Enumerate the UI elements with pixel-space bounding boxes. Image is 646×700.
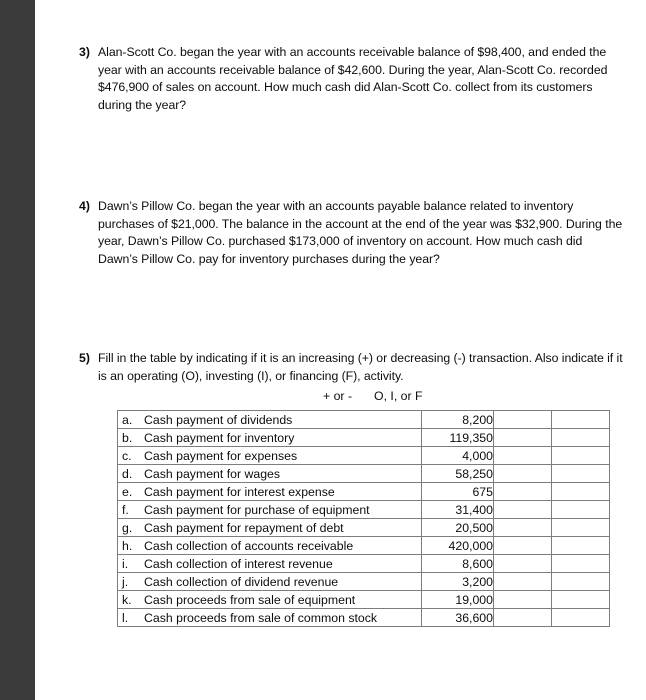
- table-cell-amount: 4,000: [422, 447, 494, 465]
- row-description: Cash collection of dividend revenue: [144, 574, 339, 589]
- table-row: [118, 591, 610, 609]
- table-cell-description: [118, 447, 422, 465]
- table-cell-amount: 675: [422, 483, 494, 501]
- table-cell-category-blank[interactable]: [552, 429, 610, 447]
- table-cell-amount: 8,200: [422, 411, 494, 429]
- row-description: Cash collection of accounts receivable: [144, 538, 354, 553]
- table-cell-amount: 36,600: [422, 609, 494, 627]
- table-cell-category-blank[interactable]: [552, 573, 610, 591]
- table-cell-amount: 3,200: [422, 573, 494, 591]
- table-row: [118, 429, 610, 447]
- question-3: [79, 44, 624, 114]
- table-cell-category-blank[interactable]: [552, 483, 610, 501]
- table-cell-category-blank[interactable]: [552, 519, 610, 537]
- table-row: [118, 447, 610, 465]
- table-cell-amount: 119,350: [422, 429, 494, 447]
- table-cell-amount: 19,000: [422, 591, 494, 609]
- table-cell-category-blank[interactable]: [552, 537, 610, 555]
- question-5-number: 5): [79, 351, 90, 365]
- table-cell-sign-blank[interactable]: [494, 573, 552, 591]
- table-row: [118, 501, 610, 519]
- table-cell-category-blank[interactable]: [552, 609, 610, 627]
- table-cell-description: [118, 591, 422, 609]
- question-3-text: Alan-Scott Co. began the year with an accounts receivable balance of $98,400, and ended the year with an accounts receivable balance of $42,600. During the year, Alan-Scott Co. recorded $476,900 of sales on account. How much cash did Alan-Scott Co. collect from its customers during the year?: [98, 45, 608, 112]
- row-description: Cash payment for interest expense: [144, 484, 335, 499]
- question-4-number: 4): [79, 199, 90, 213]
- transactions-table-body: [118, 411, 610, 627]
- question-4-text: Dawn’s Pillow Co. began the year with an accounts payable balance related to inventory purchases of $21,000. The balance in the account at the end of the year was $32,900. During the year, Dawn’s Pillow Co. purchased $173,000 of inventory on account. How much cash did Dawn’s Pillow Co. pay for inventory purchases during the year?: [98, 199, 623, 266]
- row-letter: c.: [122, 448, 132, 463]
- table-cell-amount: 20,500: [422, 519, 494, 537]
- table-cell-sign-blank[interactable]: [494, 537, 552, 555]
- table-cell-description: [118, 465, 422, 483]
- row-letter: h.: [122, 538, 133, 553]
- table-cell-category-blank[interactable]: [552, 465, 610, 483]
- row-description: Cash collection of interest revenue: [144, 556, 333, 571]
- table-cell-category-blank[interactable]: [552, 501, 610, 519]
- table-cell-amount: 420,000: [422, 537, 494, 555]
- document-content: [35, 0, 646, 700]
- table-cell-sign-blank[interactable]: [494, 429, 552, 447]
- table-cell-sign-blank[interactable]: [494, 501, 552, 519]
- row-description: Cash proceeds from sale of common stock: [144, 610, 378, 625]
- table-cell-sign-blank[interactable]: [494, 447, 552, 465]
- table-cell-description: [118, 429, 422, 447]
- row-description: Cash proceeds from sale of equipment: [144, 592, 356, 607]
- question-5-text: Fill in the table by indicating if it is an increasing (+) or decreasing (-) transaction. Also indicate if it is an operating (O), investing (I), or financing (F), activity.: [98, 351, 623, 383]
- row-description: Cash payment for purchase of equipment: [144, 502, 370, 517]
- table-cell-amount: 8,600: [422, 555, 494, 573]
- row-letter: l.: [122, 610, 129, 625]
- table-cell-sign-blank[interactable]: [494, 555, 552, 573]
- table-row: [118, 519, 610, 537]
- row-letter: g.: [122, 520, 133, 535]
- table-row: [118, 537, 610, 555]
- table-row: [118, 483, 610, 501]
- table-row: [118, 573, 610, 591]
- table-row: [118, 411, 610, 429]
- table-cell-category-blank[interactable]: [552, 411, 610, 429]
- row-description: Cash payment for inventory: [144, 430, 295, 445]
- table-cell-category-blank[interactable]: [552, 555, 610, 573]
- scanned-page-edge-shadow: [0, 0, 35, 700]
- table-cell-description: [118, 483, 422, 501]
- table-cell-category-blank[interactable]: [552, 447, 610, 465]
- table-cell-amount: 31,400: [422, 501, 494, 519]
- table-cell-sign-blank[interactable]: [494, 411, 552, 429]
- row-description: Cash payment of dividends: [144, 412, 293, 427]
- table-cell-description: [118, 411, 422, 429]
- table-cell-amount: 58,250: [422, 465, 494, 483]
- row-letter: k.: [122, 592, 132, 607]
- row-letter: e.: [122, 484, 133, 499]
- table-cell-category-blank[interactable]: [552, 591, 610, 609]
- table-cell-sign-blank[interactable]: [494, 483, 552, 501]
- row-description: Cash payment for expenses: [144, 448, 298, 463]
- table-row: [118, 465, 610, 483]
- table-cell-sign-blank[interactable]: [494, 591, 552, 609]
- question-4: [79, 198, 624, 268]
- table-cell-description: [118, 501, 422, 519]
- row-letter: i.: [122, 556, 129, 571]
- table-cell-sign-blank[interactable]: [494, 465, 552, 483]
- table-cell-description: [118, 609, 422, 627]
- table-cell-sign-blank[interactable]: [494, 519, 552, 537]
- table-cell-description: [118, 519, 422, 537]
- row-letter: a.: [122, 412, 133, 427]
- table-cell-description: [118, 537, 422, 555]
- table-header-category: O, I, or F: [374, 389, 423, 403]
- question-5: [79, 350, 631, 385]
- transactions-table-wrapper: [117, 410, 607, 627]
- row-letter: j.: [122, 574, 129, 589]
- question-3-number: 3): [79, 45, 90, 59]
- row-letter: f.: [122, 502, 129, 517]
- table-cell-sign-blank[interactable]: [494, 609, 552, 627]
- table-row: [118, 609, 610, 627]
- table-cell-description: [118, 555, 422, 573]
- table-cell-description: [118, 573, 422, 591]
- row-letter: b.: [122, 430, 133, 445]
- row-letter: d.: [122, 466, 133, 481]
- table-row: [118, 555, 610, 573]
- transactions-table: [117, 410, 610, 627]
- table-header-sign: + or -: [323, 389, 353, 403]
- row-description: Cash payment for repayment of debt: [144, 520, 344, 535]
- row-description: Cash payment for wages: [144, 466, 281, 481]
